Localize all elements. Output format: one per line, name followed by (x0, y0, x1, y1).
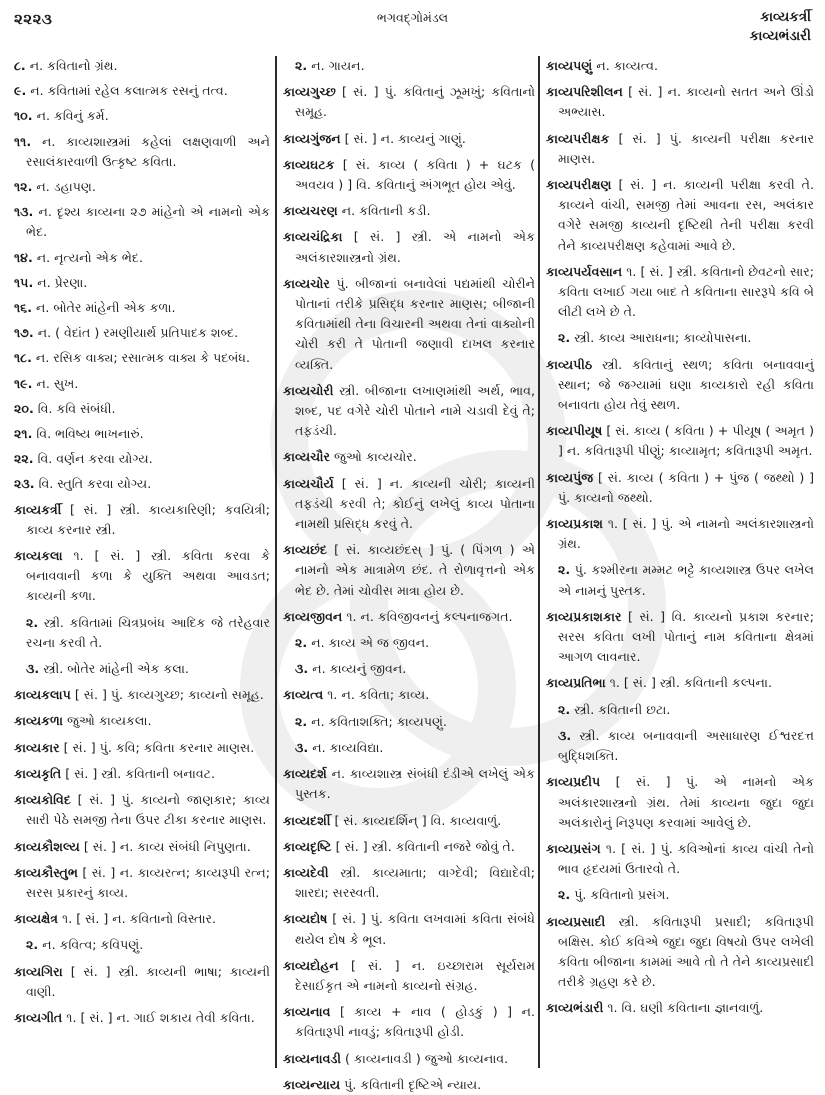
dictionary-entry (546, 129, 814, 169)
definition: ન. કવિતાની કડી. (341, 203, 431, 219)
sense-number: ૨૧. (14, 426, 33, 442)
dictionary-entry (14, 500, 270, 540)
sense-number: ૨૦. (14, 400, 34, 416)
definition: પું. બીજાનાં બનાવેલાં પદ્યમાંથી ચોરીને પોતાનાં તરીકે પ્રસિદ્ધ કરનાર માણસ; બીજાની કવિતામાંથી તેના વિચારની અથવા તેનાં વાક્યોની ચોરી કરી તે પોતાની જણાવી દાખલ કરનાર વ્યક્તિ. (295, 275, 535, 372)
definition: [ સં. ] પું. કવિતાનું ઝૂમખું; કવિતાનો સમૂહ. (295, 84, 535, 120)
sense-number: ૨. (558, 562, 571, 578)
dictionary-entry (283, 956, 535, 996)
column-divider (538, 56, 540, 1068)
dictionary-entry (283, 607, 535, 627)
definition: ન. કવિતામાં રહેલ કલાત્મક રસનું તત્વ. (30, 83, 228, 99)
sense-number: ૧૯. (14, 375, 33, 391)
sense-number: ૨. (26, 614, 39, 630)
dictionary-entry (283, 837, 535, 857)
sense-number: ૨. (558, 887, 571, 903)
headword: કાવ્યપરિશીલન (546, 84, 623, 100)
sense-number: ૧૫. (14, 274, 34, 290)
guide-words (750, 8, 811, 46)
definition: ન. કવિતાનો ગ્રંથ. (29, 58, 118, 73)
dictionary-entry (546, 673, 814, 693)
dictionary-entry (14, 738, 270, 758)
sense-number: ૧૧. (14, 133, 32, 149)
sense-item (14, 424, 270, 444)
definition: વિ. કવિ સંબંધી. (37, 400, 116, 416)
dictionary-entry (546, 514, 814, 554)
headword: કાવ્યદર્શ (283, 766, 327, 782)
headword: કાવ્યજીવન (283, 608, 343, 624)
definition: પું. કશ્મીરના મમ્મટ ભટ્ટે કાવ્યશાસ્ત્ર ઉપર લખેલ એ નામનું પુસ્તક. (558, 562, 814, 598)
headword: કાવ્યપણું (546, 58, 593, 73)
definition: [ સં. ] સ્ત્રી. એ નામનો એક અલંકારશાસ્ત્રનો ગ્રંથ. (295, 229, 535, 265)
definition: ૧. વિ. ઘણી કવિતાના જ્ઞાનવાળું. (607, 1000, 764, 1016)
definition: [ સં. ] પું. કાવ્યનો જાણકાર; કાવ્ય સારી પેઠે સમજી તેના ઉપર ટીકા કરનાર માણસ. (26, 792, 270, 828)
definition: સ્ત્રી. કાવ્ય બનાવવાની અસાધારણ ઈશ્વરદત્ત બુદ્ધિશક્તિ. (558, 727, 814, 764)
sense-item (546, 328, 814, 348)
headword: કાવ્યદૃષ્ટિ (283, 838, 332, 854)
sense-item (283, 712, 535, 732)
definition: ન. કાવ્યશાસ્ત્રમાં કહેલાં લક્ષણવાળી અને રસાલંકારવાળી ઉત્કૃષ્ટ કવિતા. (26, 133, 270, 169)
dictionary-entry (14, 909, 270, 929)
guide-word-last: કાવ્યભંડારી (749, 28, 811, 44)
dictionary-entry (283, 274, 535, 375)
definition: [ સં. કાવ્ય ( કવિતા ) + પુંજ ( જથ્થો ) ] પું. કાવ્યનો જથ્થો. (558, 469, 815, 505)
dictionary-entry (14, 764, 270, 784)
definition: ૧. [ સં. ] સ્ત્રી. કવિતા કરવા કે બનાવવાની કળા કે યુક્તિ અથવા આવડત; કાવ્યની કળા. (26, 548, 270, 604)
sense-item (283, 56, 535, 76)
headword: કાવ્યકૃતિ (14, 765, 62, 781)
sense-item (546, 885, 814, 905)
dictionary-entry (14, 837, 270, 857)
sense-number: ૩. (295, 739, 309, 755)
definition: સ્ત્રી. કાવ્યમાતા; વાગ્દેવી; વિદ્યાદેવી; શારદા; સરસ્વતી. (295, 864, 535, 901)
dictionary-entry (14, 863, 270, 903)
sense-number: ૨. (558, 701, 571, 717)
definition: [ સં. કાવ્ય ( કવિતા ) + ઘટક ( અવયવ ) ] વિ. કવિતાનું અંગભૂત હોય એવું. (295, 156, 535, 193)
dictionary-entry (14, 962, 270, 1002)
definition: સ્ત્રી. કવિતામાં ચિત્રપ્રબંધ આદિક જે તરેહવાર રચના કરવી તે. (26, 614, 270, 650)
sense-item (546, 560, 814, 600)
dictionary-entry (283, 1075, 535, 1095)
dictionary-entry (283, 764, 535, 804)
definition: જુઓ કાવ્યકલા. (66, 713, 152, 729)
dictionary-entry (546, 56, 814, 76)
headword: કાવ્યચૌર્ય (283, 475, 334, 491)
definition: વિ. ભવિષ્ય ભાખનારું. (36, 426, 144, 442)
column-divider (275, 56, 277, 1068)
headword: કાવ્યપરીક્ષણ (546, 177, 612, 193)
sense-number: ૮. (14, 58, 26, 73)
dictionary-entry (283, 685, 535, 705)
page-header (0, 0, 825, 52)
sense-item (283, 633, 535, 653)
definition: [ સં. ] પું. કાવ્યની પરીક્ષા કરનાર માણસ. (558, 130, 814, 166)
definition: ૧. ન. કવિજીવનનું કલ્પનાજગત. (346, 608, 513, 624)
dictionary-entry (283, 447, 535, 467)
sense-item (14, 323, 270, 343)
sense-item (14, 348, 270, 368)
dictionary-entry (546, 421, 814, 461)
sense-item (14, 374, 270, 394)
column-2 (283, 56, 535, 1092)
dictionary-entry (283, 129, 535, 149)
dictionary-entry (546, 839, 814, 879)
book-title: ભગવદ્ગોમંડલ (376, 10, 449, 25)
headword: કાવ્યગિરા (14, 963, 63, 979)
dictionary-entry (546, 175, 814, 256)
definition: ન. દૃશ્ય કાવ્યના ૨૭ માંહેનો એ નામનો એક ભેદ. (26, 204, 270, 240)
sense-item (283, 659, 535, 679)
sense-number: ૯. (14, 83, 27, 99)
definition: જુઓ કાવ્યચોર. (333, 449, 417, 465)
definition: ન. ( વેદાંત ) રમણીયાર્થ પ્રતિપાદક શબ્દ. (37, 325, 239, 341)
definition: ૧. [ સં. ] પું. કવિઓનાં કાવ્ય વાંચી તેનો ભાવ હૃદયમાં ઉતારવો તે. (558, 840, 814, 877)
headword: કાવ્યદર્શી (283, 812, 331, 828)
guide-word-first: કાવ્યકર્ત્રી (760, 9, 811, 25)
definition: ( કાવ્યનાવડી ) જુઓ કાવ્યનાવ. (344, 1050, 509, 1066)
definition: ન. કવિનું કર્મ. (36, 108, 109, 124)
headword: કાવ્યઘટક (283, 156, 335, 172)
dictionary-entry (283, 1002, 535, 1042)
dictionary-entry (546, 607, 814, 668)
headword: કાવ્યપર્યવસાન (546, 263, 623, 279)
headword: કાવ્યચરણ (283, 203, 338, 219)
headword: કાવ્યન્યાય (283, 1076, 341, 1092)
sense-item (14, 177, 270, 197)
headword: કાવ્યકલા (14, 548, 63, 564)
definition: ન. કાવ્ય એ જ જીવન. (311, 635, 430, 651)
definition: ન. કાવ્યત્વ. (596, 58, 658, 73)
sense-item (14, 935, 270, 955)
headword: કાવ્યદોહન (283, 957, 339, 973)
sense-number: ૨૩. (14, 476, 35, 492)
dictionary-entry (14, 685, 270, 705)
headword: કાવ્યપ્રતિભા (546, 675, 606, 691)
headword: કાવ્યચંદ્રિકા (283, 229, 343, 245)
headword: કાવ્યપ્રદીપ (546, 774, 601, 790)
headword: કાવ્યકળા (14, 713, 63, 729)
headword: કાવ્યગુંજન (283, 130, 341, 146)
definition: ૧. [ સં. ] ન. ગાઈ શકાય તેવી કવિતા. (66, 1009, 255, 1025)
dictionary-entry (283, 863, 535, 903)
dictionary-entry (546, 468, 814, 508)
dictionary-entry (14, 1008, 270, 1028)
definition: સ્ત્રી. બીજાના લખાણમાંથી અર્થ, ભાવ, શબ્દ, પદ વગેરે ચોરી પોતાને નામે ચડાવી દેવું તે; તફડંચી. (295, 382, 535, 439)
sense-item (283, 738, 535, 758)
dictionary-entry (283, 381, 535, 442)
sense-number: ૩. (558, 727, 572, 743)
sense-item (14, 449, 270, 469)
headword: કાવ્યદેવી (283, 864, 329, 880)
dictionary-entry (546, 998, 814, 1018)
sense-item (14, 81, 270, 101)
headword: કાવ્યપરીક્ષક (546, 130, 610, 146)
sense-item (14, 613, 270, 653)
sense-number: ૧૩. (14, 204, 34, 220)
headword: કાવ્યપીઠ (546, 356, 593, 372)
dictionary-entry (283, 811, 535, 831)
definition: ૧. ન. કવિતા; કાવ્ય. (327, 687, 430, 703)
sense-number: ૧૬. (14, 300, 33, 316)
sense-item (14, 106, 270, 126)
definition: [ સં. ] પું. કાવ્યગુચ્છ; કાવ્યનો સમૂહ. (74, 687, 264, 703)
sense-number: ૨. (26, 937, 39, 953)
definition: [ સં. ] પું. કવિ; કવિતા કરનાર માણસ. (63, 739, 255, 755)
dictionary-columns (0, 56, 825, 1092)
sense-item (14, 132, 270, 172)
definition: ન. ડહાપણ. (36, 179, 96, 195)
headword: કાવ્યદોષ (283, 911, 328, 927)
headword: કાવ્યકાર (14, 739, 60, 755)
dictionary-entry (283, 227, 535, 267)
headword: કાવ્યગુચ્છ (283, 84, 336, 100)
definition: [ સં. ] સ્ત્રી. કાવ્યકારિણી; કવયિત્રી; કાવ્ય કરનાર સ્ત્રી. (26, 501, 270, 537)
definition: ન. કાવ્યનું જીવન. (312, 661, 407, 677)
headword: કાવ્યપુંજ (546, 469, 594, 485)
dictionary-entry (14, 546, 270, 607)
sense-item (14, 248, 270, 268)
definition: [ સં. ] ન. કાવ્યનો સતત અને ઊંડો અભ્યાસ. (558, 84, 815, 120)
headword: કાવ્યનાવડી (283, 1050, 341, 1066)
definition: ન. નૃત્યનો એક ભેદ. (36, 249, 143, 265)
definition: [ સં. ] ન. કાવ્યની ચોરી; કાવ્યની તફડંચી કરવી તે; કોઈનું લખેલું કાવ્ય પોતાના નામથી પ્રસિદ્ધ કરવું તે. (295, 475, 535, 532)
sense-item (14, 659, 270, 679)
sense-item (14, 56, 270, 76)
sense-number: ૨. (295, 58, 308, 73)
dictionary-entry (283, 155, 535, 195)
dictionary-entry (546, 262, 814, 323)
dictionary-entry (546, 772, 814, 833)
definition: સ્ત્રી. કવિતાનું સ્થળ; કવિતા બનાવવાનું સ્થાન; જે જગ્યામાં ઘણા કાવ્યકારો રહી કવિતા બનાવતા હોય તેવું સ્થળ. (558, 356, 814, 413)
sense-number: ૨. (295, 713, 308, 729)
definition: ન. પ્રેરણા. (37, 274, 88, 290)
sense-number: ૧૮. (14, 350, 32, 366)
sense-number: ૩. (26, 661, 40, 677)
sense-number: ૧૦. (14, 108, 33, 124)
dictionary-entry (546, 355, 814, 416)
headword: કાવ્યકર્ત્રી (14, 501, 62, 517)
headword: કાવ્યકૌસ્તુભ (14, 864, 78, 880)
sense-number: ૧૪. (14, 249, 33, 265)
sense-item (546, 726, 814, 766)
definition: [ કાવ્ય + નાવ ( હોડકું ) ] ન. કવિતારૂપી નાવડું; કવિતારૂપી હોડી. (295, 1004, 535, 1040)
definition: ન. કવિત્વ; કવિપણું. (42, 937, 144, 953)
dictionary-entry (283, 474, 535, 535)
definition: પું. કવિતાની દૃષ્ટિએ ન્યાય. (344, 1076, 482, 1092)
definition: ૧. [ સં. ] સ્ત્રી. કવિતાની કલ્પના. (609, 675, 773, 691)
definition: [ સં. ] પું. કવિતા લખવામાં કવિતા સંબંધે થયેલ દોષ કે ભૂલ. (295, 911, 535, 947)
definition: ન. કાવ્યવિદ્યા. (312, 739, 384, 755)
sense-number: ૨. (295, 635, 308, 651)
dictionary-entry (283, 909, 535, 949)
definition: ન. કવિતાશક્તિ; કાવ્યપણું. (311, 713, 447, 729)
definition: [ સં. ] ન. ઇચ્છારામ સૂર્યરામ દેસાઈકૃત એ નામનો કાવ્યનો સંગ્રહ. (295, 957, 535, 993)
headword: કાવ્યનાવ (283, 1004, 331, 1020)
sense-item (14, 202, 270, 242)
sense-item (14, 474, 270, 494)
headword: કાવ્યત્વ (283, 687, 324, 703)
headword: કાવ્યક્ષેત્ર (14, 911, 59, 927)
sense-number: ૩. (295, 661, 309, 677)
sense-number: ૧૭. (14, 325, 34, 341)
definition: ન. ગાયન. (311, 58, 365, 73)
headword: કાવ્યપ્રસાદી (546, 913, 606, 929)
definition: [ સં. ] સ્ત્રી. કવિતાની બનાવટ. (65, 765, 216, 781)
headword: કાવ્યભંડારી (546, 1000, 604, 1016)
definition: સ્ત્રી. કવિતારૂપી પ્રસાદી; કવિતારૂપી બક્ષિસ. કોઈ કવિએ જુદા જુદા વિષયો ઉપર લખેલી કવિતા બીજાના કામમાં આવે તો તે તેને કાવ્યપ્રસાદી તરીકે ગ્રહણ કરે છે. (558, 913, 814, 990)
definition: સ્ત્રી. કવિતાની છટા. (574, 701, 671, 717)
dictionary-entry (283, 201, 535, 221)
dictionary-entry (14, 711, 270, 731)
headword: કાવ્યકોવિદ (14, 792, 71, 808)
definition: ન. બોતેર માંહેની એક કળા. (36, 300, 176, 316)
definition: [ સં. ] ન. કાવ્યનું ગાણું. (344, 130, 466, 146)
definition: [ સં. ] ન. કાવ્ય સંબંધી નિપુણતા. (83, 838, 251, 854)
sense-number: ૨૨. (14, 451, 34, 467)
dictionary-entry (283, 82, 535, 122)
definition: વિ. સ્તુતિ કરવા યોગ્ય. (38, 476, 152, 492)
definition: [ સં. ] સ્ત્રી. કવિતાની નજરે જોવું તે. (335, 838, 515, 854)
headword: કાવ્યપ્રકાશ (546, 516, 603, 532)
definition: પું. કવિતાનો પ્રસંગ. (574, 887, 670, 903)
headword: કાવ્યપીયૂષ (546, 423, 603, 439)
definition: [ સં. ] સ્ત્રી. કાવ્યની ભાષા; કાવ્યની વાણી. (26, 963, 270, 999)
sense-item (14, 399, 270, 419)
headword: કાવ્યગીત (14, 1009, 63, 1025)
definition: ૧. [ સં. ] પું. એ નામનો અલંકારશાસ્ત્રનો ગ્રંથ. (558, 516, 814, 552)
definition: [ સં. કાવ્યછંદસ્ ] પું. ( પિંગળ ) એ નામનો એક માત્રામેળ છંદ. તે રોળાવૃત્તનો એક ભેદ છે. તેમાં ચોવીસ માત્રા હોય છે. (295, 542, 535, 598)
page-number: ૨૨૨૩ (14, 10, 53, 28)
dictionary-entry (546, 912, 814, 993)
sense-item (14, 273, 270, 293)
dictionary-entry (283, 540, 535, 601)
definition: ૧. [ સં. ] સ્ત્રી. કવિતાનો છેવટનો સાર; કવિતા લખાઈ ગયા બાદ તે કવિતાના સારરૂપે કવિ બે લીટી લખે છે તે. (558, 263, 814, 320)
definition: સ્ત્રી. કાવ્ય આરાધના; કાવ્યોપાસના. (574, 330, 752, 346)
definition: સ્ત્રી. બોતેર માંહેની એક કલા. (43, 661, 189, 677)
dictionary-entry (14, 790, 270, 830)
definition: [ સં. કાવ્ય ( કવિતા ) + પીયૂષ ( અમૃત ) ] ન. કવિતારૂપી પીણું; કાવ્યામૃત; કવિતારૂપી અમૃત. (558, 423, 814, 459)
headword: કાવ્યકલાપ (14, 687, 71, 703)
dictionary-entry (546, 82, 814, 122)
definition: [ સં. કાવ્યદર્શિન્ ] વિ. કાવ્યવાળું. (334, 812, 502, 828)
sense-item (14, 298, 270, 318)
definition: ન. રસિક વાક્ય; રસાત્મક વાક્ય કે પદબંધ. (35, 350, 250, 366)
definition: [ સં. ] પું. એ નામનો એક અલંકારશાસ્ત્રનો ગ્રંથ. તેમાં કાવ્યના જુદા જુદા અલંકારોનું નિરૂપણ કરવામાં આવેલું છે. (558, 774, 814, 830)
definition: [ સં. ] ન. કાવ્યની પરીક્ષા કરવી તે. કાવ્યને વાંચી, સમજી તેમાં આવના રસ, અલંકાર વગેરે સમજી કાવ્યની દૃષ્ટિથી તેની પરીક્ષા કરવી તેને કાવ્યપરીક્ષણ કહેવામાં આવે છે. (558, 177, 814, 253)
definition: [ સં. ] વિ. કાવ્યનો પ્રકાશ કરનાર; સરસ કવિતા લખી પોતાનું નામ કવિતાના ક્ષેત્રમાં આગળ લાવનાર. (558, 608, 814, 665)
column-3 (546, 56, 814, 1071)
headword: કાવ્યકૌશલ્ય (14, 838, 80, 854)
headword: કાવ્યચૌર (283, 449, 330, 465)
headword: કાવ્યછંદ (283, 542, 327, 558)
dictionary-entry (283, 1049, 535, 1069)
sense-number: ૧૨. (14, 179, 33, 195)
sense-number: ૨. (558, 330, 571, 346)
headword: કાવ્યચોર (283, 275, 330, 291)
definition: ન. સુખ. (36, 375, 79, 391)
definition: ન. કાવ્યશાસ્ત્ર સંબંધી દંડીએ લખેલું એક પુસ્તક. (295, 766, 535, 802)
column-1 (14, 56, 270, 1071)
headword: કાવ્યપ્રકાશકાર (546, 608, 622, 624)
headword: કાવ્યપ્રસંગ (546, 840, 601, 856)
definition: વિ. વર્ણન કરવા યોગ્ય. (37, 451, 153, 467)
definition: ૧. [ સં. ] ન. કવિતાનો વિસ્તાર. (62, 911, 217, 927)
headword: કાવ્યચોરી (283, 382, 334, 398)
sense-item (546, 700, 814, 720)
definition: [ સં. ] ન. કાવ્યરત્ન; કાવ્યરૂપી રત્ન; સરસ પ્રકારનું કાવ્ય. (26, 864, 270, 900)
